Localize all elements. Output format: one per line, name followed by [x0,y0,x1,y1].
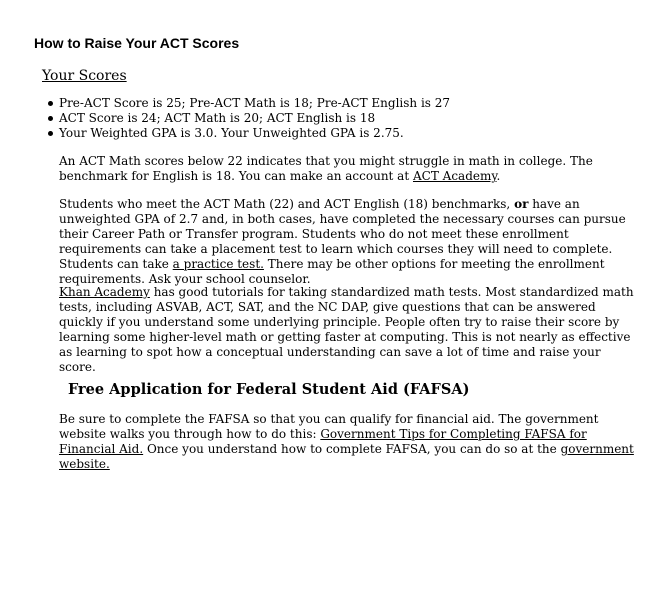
list-item-gpa: Your Weighted GPA is 3.0. Your Unweighted GPA is 2.75. [59,126,639,141]
fafsa-paragraph [59,412,639,472]
fafsa-text-middle: Once you understand how to complete FAFSA, you can do so at the [143,442,561,456]
practice-test-link[interactable]: a practice test. [172,257,264,271]
enrollment-paragraph [59,197,639,287]
enrollment-text-middle: have an unweighted GPA of 2.7 and, in both cases, have completed the necessary courses can pursue their Career Path or Transfer program. Students who do not meet these enrollment requirements can take a placement test to learn which courses they will need to complete. Students can take [59,197,626,271]
act-academy-link[interactable]: ACT Academy [412,169,497,183]
government-website-link[interactable]: government website. [59,442,634,471]
your-scores-heading: Your Scores [42,68,127,84]
page-title: How to Raise Your ACT Scores [34,35,240,51]
khan-academy-text: has good tutorials for taking standardized math tests. Most standardized math tests, including ASVAB, ACT, SAT, and the NC DAP, give questions that can be answered quickly if you understand some underlying principle. People often try to raise their score by learning some higher-level math or getting faster at computing. This is not nearly as effective as learning to spot how a conceptual understanding can save a lot of time and raise your score. [59,285,634,374]
enrollment-or-emphasis: or [514,197,529,211]
khan-academy-paragraph [59,285,639,375]
list-item-act-score: ACT Score is 24; ACT Math is 20; ACT English is 18 [59,111,639,126]
fafsa-heading: Free Application for Federal Student Aid (FAFSA) [68,381,470,398]
list-item-preact-score: Pre-ACT Score is 25; Pre-ACT Math is 18; Pre-ACT English is 27 [59,96,639,111]
fafsa-tips-link[interactable]: Government Tips for Completing FAFSA for Financial Aid. [59,427,587,456]
act-math-text-end: . [496,169,501,183]
fafsa-text-start: Be sure to complete the FAFSA so that you can qualify for financial aid. The government website walks you through how to do this: [59,412,599,441]
act-math-text: An ACT Math scores below 22 indicates that you might struggle in math in college. The benchmark for English is 18. You can make an account at [59,154,593,183]
enrollment-text-start: Students who meet the ACT Math (22) and ACT English (18) benchmarks, [59,197,515,211]
act-math-paragraph [59,154,639,184]
score-list [59,96,639,141]
khan-academy-link[interactable]: Khan Academy [59,285,150,299]
enrollment-text-end: There may be other options for meeting the enrollment requirements. Ask your school counselor. [59,257,605,286]
